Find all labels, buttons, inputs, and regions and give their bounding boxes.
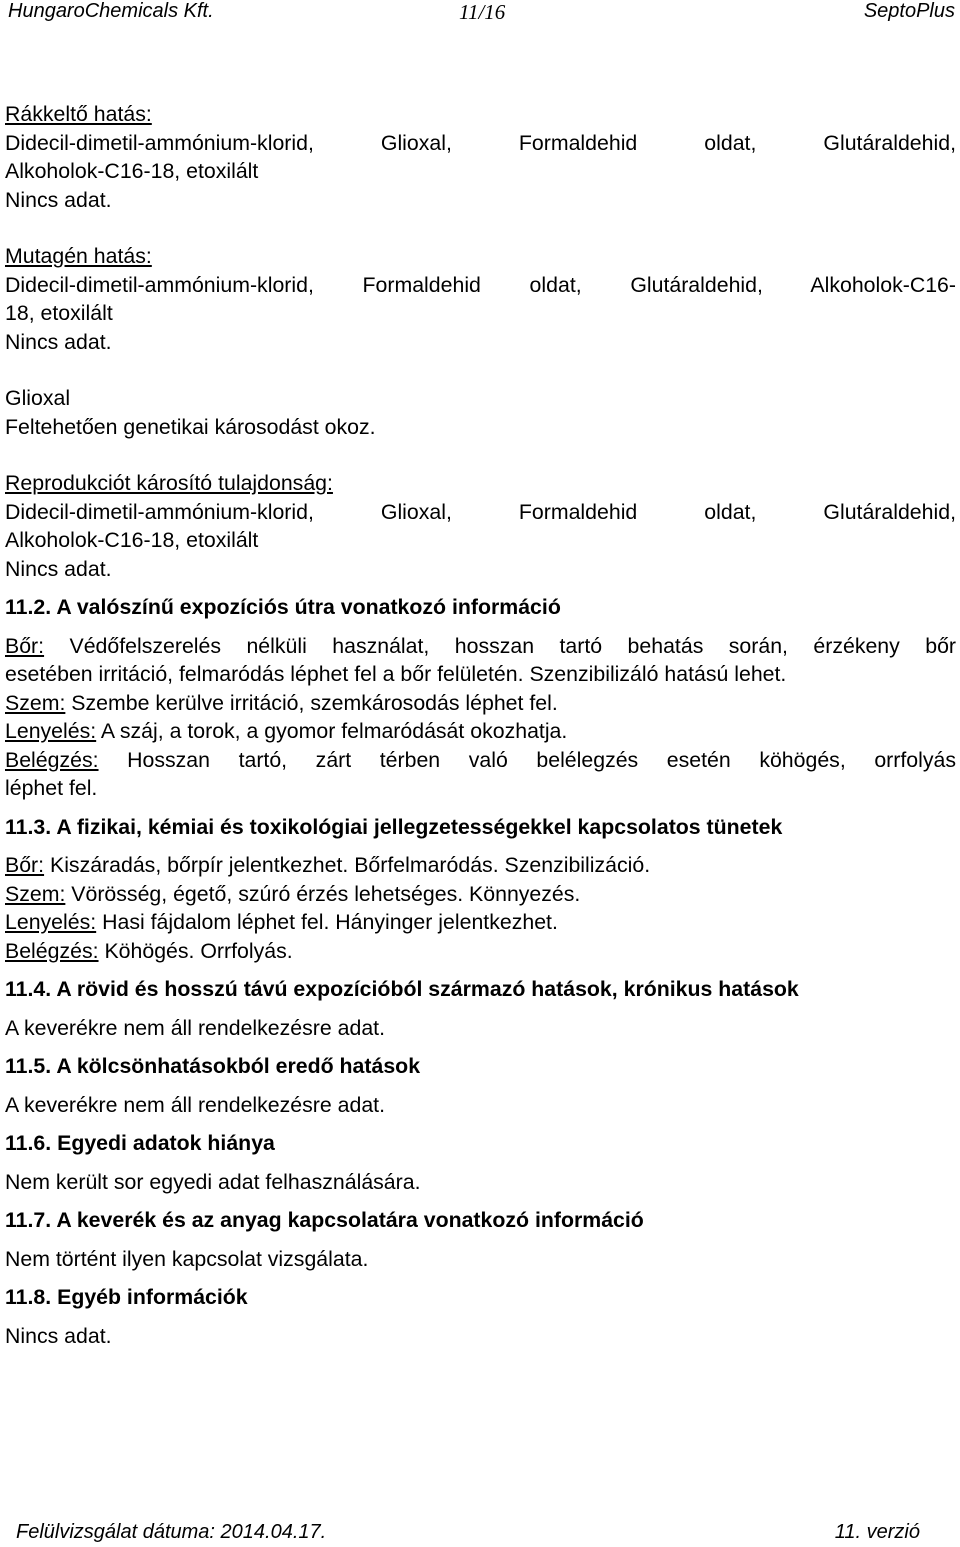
s3-ingest <box>5 908 956 937</box>
s2-eye <box>5 689 956 718</box>
s3-eye-text: Vörösség, égető, szúró érzés lehetséges. Könnyezés. <box>71 881 581 906</box>
carcino-substances-cont: Alkoholok-C16-18, etoxilált <box>5 159 259 183</box>
mutagen-substances: Didecil-dimetil-ammónium-klorid, Formaldehid oldat, Glutáraldehid, Alkoholok-C16- <box>5 272 956 297</box>
s3-ingest-text: Hasi fájdalom léphet fel. Hányinger jelentkezhet. <box>102 910 558 934</box>
revision-date: Felülvizsgálat dátuma: 2014.04.17. <box>16 1521 327 1543</box>
s3-inhal <box>5 937 956 966</box>
page-header <box>0 0 960 26</box>
page-number: 11/16 <box>459 0 506 24</box>
page-footer <box>0 1521 960 1547</box>
glyoxal-text: Feltehetően genetikai károsodást okoz. <box>5 414 376 439</box>
repro-substances: Didecil-dimetil-ammónium-klorid, Glioxal, Formaldehid oldat, Glutáraldehid, <box>5 499 956 524</box>
s2-skin-cont: esetében irritáció, felmaródás léphet fel a bőr felületén. Szenzibilizáló hatású lehet. <box>5 662 787 686</box>
section-11-6-heading: 11.6. Egyedi adatok hiánya <box>5 1131 275 1155</box>
section-11-5-heading: 11.5. A kölcsönhatásokból eredő hatások <box>5 1054 421 1078</box>
s2-skin-label: Bőr: <box>5 633 45 658</box>
s2-inhal-label: Belégzés: <box>5 747 99 772</box>
mutagen-nodata: Nincs adat. <box>5 329 112 354</box>
repro-title: Reprodukciót károsító tulajdonság: <box>5 471 333 495</box>
s3-inhal-text: Köhögés. Orrfolyás. <box>104 938 293 963</box>
product-name: SeptoPlus <box>863 0 955 22</box>
s5-text: A keverékre nem áll rendelkezésre adat. <box>5 1092 385 1117</box>
s3-skin-text: Kiszáradás, bőrpír jelentkezhet. Bőrfelmaródás. Szenzibilizáció. <box>49 853 651 877</box>
section-11-7-heading: 11.7. A keverék és az anyag kapcsolatára vonatkozó információ <box>5 1208 644 1232</box>
section-11-2-heading: 11.2. A valószínű expozíciós útra vonatkozó információ <box>5 595 561 619</box>
s4-text: A keverékre nem áll rendelkezésre adat. <box>5 1015 385 1040</box>
s3-skin-label: Bőr: <box>5 853 45 877</box>
company-name: HungaroChemicals Kft. <box>8 0 214 22</box>
section-11-3-heading: 11.3. A fizikai, kémiai és toxikológiai jellegzetességekkel kapcsolatos tünetek <box>5 814 783 839</box>
s3-inhal-label: Belégzés: <box>5 938 99 963</box>
s2-ingest-text: A száj, a torok, a gyomor felmaródását okozhatja. <box>100 719 568 743</box>
mutagen-title: Mutagén hatás: <box>5 244 152 268</box>
carcino-substances: Didecil-dimetil-ammónium-klorid, Glioxal, Formaldehid oldat, Glutáraldehid, <box>5 130 956 155</box>
glyoxal-name: Glioxal <box>5 386 71 410</box>
carcino-nodata: Nincs adat. <box>5 187 112 212</box>
s2-inhal <box>5 746 956 775</box>
section-11-8-heading: 11.8. Egyéb információk <box>5 1285 248 1309</box>
s2-inhal-cont: léphet fel. <box>5 776 98 800</box>
version: 11. verzió <box>834 1521 920 1543</box>
repro-substances-cont: Alkoholok-C16-18, etoxilált <box>5 528 259 552</box>
carcino-title: Rákkeltő hatás: <box>5 102 152 126</box>
repro-nodata: Nincs adat. <box>5 556 112 581</box>
s2-ingest <box>5 717 956 746</box>
s7-text: Nem történt ilyen kapcsolat vizsgálata. <box>5 1246 369 1271</box>
s2-eye-label: Szem: <box>5 690 66 715</box>
s2-eye-text: Szembe kerülve irritáció, szemkárosodás léphet fel. <box>71 690 558 715</box>
s2-skin-text: Védőfelszerelés nélküli használat, hosszan tartó behatás során, érzékeny bőr <box>69 633 957 658</box>
s3-skin <box>5 851 956 880</box>
s2-ingest-label: Lenyelés: <box>5 719 97 743</box>
mutagen-substances-cont: 18, etoxilált <box>5 301 113 325</box>
s2-inhal-text: Hosszan tartó, zárt térben való belélegzés esetén köhögés, orrfolyás <box>127 747 956 772</box>
s3-eye <box>5 880 956 909</box>
s2-skin <box>5 632 956 661</box>
document-body <box>5 100 956 1350</box>
s8-text: Nincs adat. <box>5 1323 112 1348</box>
s3-eye-label: Szem: <box>5 881 66 906</box>
section-11-4-heading: 11.4. A rövid és hosszú távú expozícióból származó hatások, krónikus hatások <box>5 977 799 1001</box>
s6-text: Nem került sor egyedi adat felhasználására. <box>5 1169 421 1194</box>
s3-ingest-label: Lenyelés: <box>5 910 97 934</box>
